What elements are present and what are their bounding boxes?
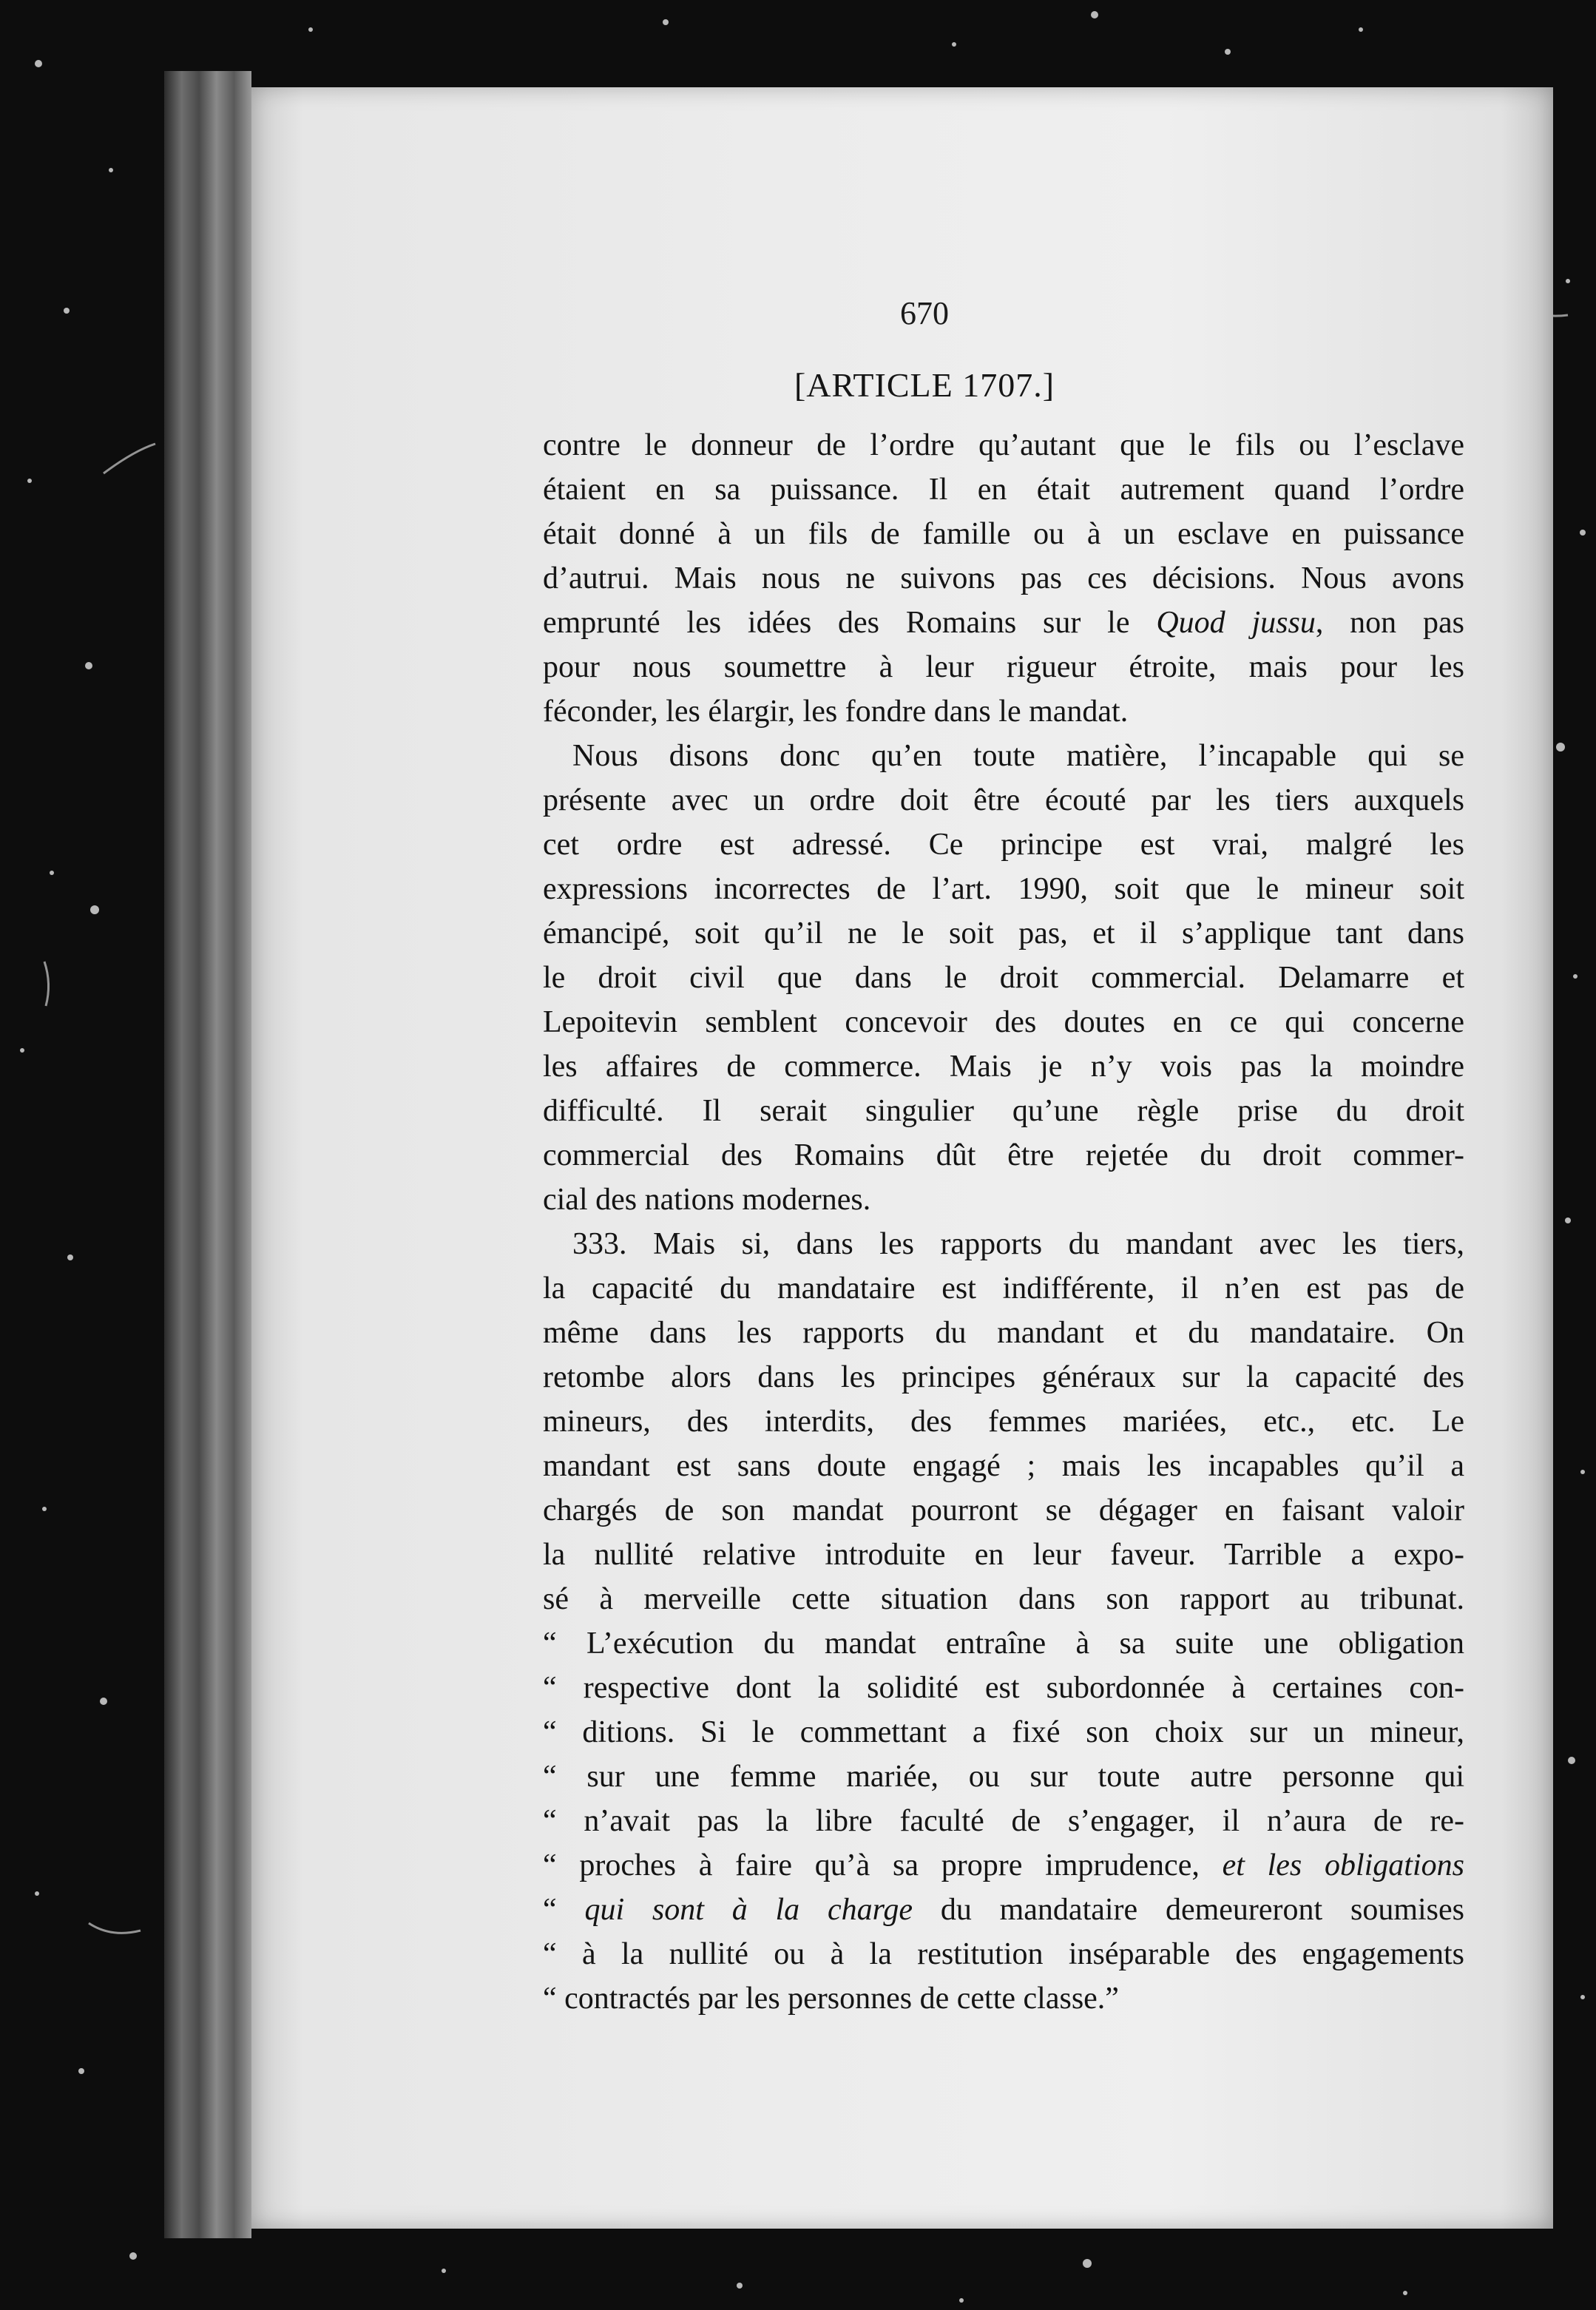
text-segment: “ — [543, 1893, 557, 1927]
text-line: émancipé, soit qu’il ne le soit pas, et il s’applique tant dans — [543, 916, 1464, 950]
text-line: féconder, les élargir, les fondre dans le mandat. — [543, 695, 1129, 729]
text-line: commercial des Romains dût être rejetée du droit commer- — [543, 1138, 1464, 1172]
text-line: difficulté. Il serait singulier qu’une règle prise du droit — [543, 1094, 1464, 1128]
text-line: la nullité relative introduite en leur faveur. Tarrible a expo- — [543, 1538, 1464, 1572]
text-segment: du mandataire demeureront soumises — [913, 1893, 1465, 1927]
text-line: “ contractés par les personnes de cette classe.” — [543, 1982, 1119, 2016]
text-line: présente avec un ordre doit être écouté par les tiers auxquels — [543, 783, 1464, 817]
text-line: les affaires de commerce. Mais je n’y vois pas la moindre — [543, 1050, 1464, 1084]
article-heading: [ARTICLE 1707.] — [794, 366, 1055, 404]
text-segment: , non pas — [1315, 606, 1464, 640]
text-line — [543, 601, 1464, 645]
text-line: “ L’exécution du mandat entraîne à sa suite une obligation — [543, 1627, 1464, 1661]
text-line: d’autrui. Mais nous ne suivons pas ces décisions. Nous avons — [543, 561, 1464, 595]
text-line: retombe alors dans les principes généraux sur la capacité des — [543, 1360, 1464, 1394]
text-line: la capacité du mandataire est indifférente, il n’en est pas de — [543, 1271, 1464, 1306]
text-line: Nous disons donc qu’en toute matière, l’incapable qui se — [572, 739, 1464, 773]
text-line: sé à merveille cette situation dans son rapport au tribunat. — [543, 1582, 1464, 1616]
text-segment: emprunté les idées des Romains sur le — [543, 606, 1130, 640]
latin-term: Quod jussu — [1156, 606, 1316, 640]
text-line: mandant est sans doute engagé ; mais les incapables qu’il a — [543, 1449, 1464, 1483]
book-spine — [164, 71, 251, 2238]
text-line: “ respective dont la solidité est subordonnée à certaines con- — [543, 1671, 1464, 1705]
text-line: “ ditions. Si le commettant a fixé son choix sur un mineur, — [543, 1715, 1464, 1749]
text-line: cial des nations modernes. — [543, 1183, 871, 1217]
text-line: étaient en sa puissance. Il en était autrement quand l’ordre — [543, 473, 1464, 507]
page-number: 670 — [900, 295, 949, 331]
text-line: pour nous soumettre à leur rigueur étroite, mais pour les — [543, 650, 1464, 684]
text-line: “ à la nullité ou à la restitution inséparable des engagements — [543, 1937, 1464, 1971]
italic-phrase: et les obligations — [1222, 1848, 1464, 1882]
text-line — [543, 1843, 1464, 1888]
italic-phrase: qui sont à la charge — [584, 1893, 913, 1927]
text-line: même dans les rapports du mandant et du mandataire. On — [543, 1316, 1464, 1350]
text-line: 333. Mais si, dans les rapports du mandant avec les tiers, — [572, 1227, 1464, 1261]
text-line: expressions incorrectes de l’art. 1990, soit que le mineur soit — [543, 872, 1464, 906]
text-line: chargés de son mandat pourront se dégager en faisant valoir — [543, 1493, 1464, 1527]
text-line: contre le donneur de l’ordre qu’autant que le fils ou l’esclave — [543, 428, 1464, 462]
text-line: était donné à un fils de famille ou à un esclave en puissance — [543, 517, 1464, 551]
text-line: le droit civil que dans le droit commercial. Delamarre et — [543, 961, 1464, 995]
text-line: “ sur une femme mariée, ou sur toute autre personne qui — [543, 1760, 1464, 1794]
text-segment: “ proches à faire qu’à sa propre imprudence, — [543, 1848, 1200, 1882]
text-line: cet ordre est adressé. Ce principe est vrai, malgré les — [543, 828, 1464, 862]
text-line: Lepoitevin semblent concevoir des doutes en ce qui concerne — [543, 1005, 1464, 1039]
text-line: mineurs, des interdits, des femmes mariées, etc., etc. Le — [543, 1405, 1464, 1439]
text-line: “ n’avait pas la libre faculté de s’engager, il n’aura de re- — [543, 1804, 1464, 1838]
text-line — [543, 1888, 1464, 1932]
